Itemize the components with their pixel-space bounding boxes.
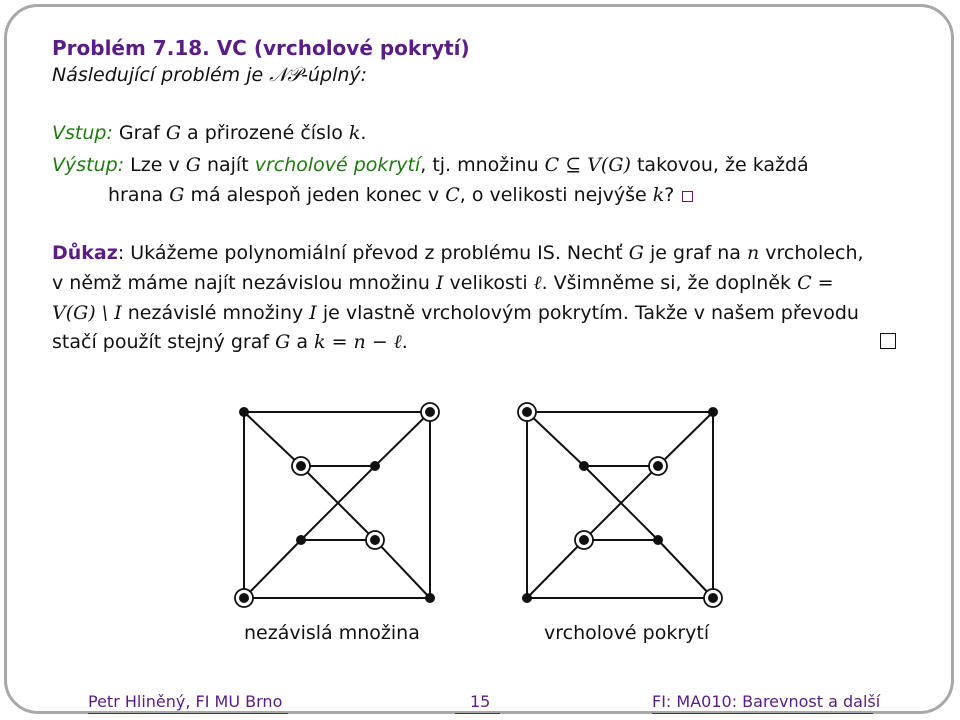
proof-text-4a: stačí použít stejný graf xyxy=(52,331,276,353)
graph-vertex xyxy=(239,593,249,603)
output-text-2: najít xyxy=(200,154,255,176)
right-figure-caption: vrcholové pokrytí xyxy=(544,622,710,644)
graph-vertex xyxy=(370,535,380,545)
proof-complement-formula: V(G) \ I xyxy=(52,302,122,324)
input-graph-var: G xyxy=(165,122,181,144)
proof-k-formula: k = n − ℓ xyxy=(314,331,402,353)
proof-graph-var: G xyxy=(628,242,644,264)
output-text-3: , tj. množinu xyxy=(420,154,545,176)
footer-author: Petr Hliněný, FI MU Brno xyxy=(88,692,283,711)
graph-edge xyxy=(658,540,713,598)
graph-vertex xyxy=(708,407,718,417)
proof-text-4c: . xyxy=(401,331,408,353)
input-text-1: Graf xyxy=(118,122,166,144)
input-k-var: k xyxy=(348,122,361,144)
input-text-3: . xyxy=(360,122,367,144)
footer-page-number: 15 xyxy=(470,692,491,711)
footer-page-underline xyxy=(455,713,500,714)
output-graph-var: G xyxy=(185,154,201,176)
output-text-7: , o velikosti nejvýše xyxy=(459,184,653,206)
np-symbol: 𝒩𝒫 xyxy=(269,64,302,86)
output-text-8: ? xyxy=(664,184,675,206)
graph-vertex xyxy=(522,593,532,603)
output-text-1: Lze v xyxy=(130,154,186,176)
graph-vertex xyxy=(239,407,249,417)
graph-edge xyxy=(244,540,301,598)
problem-title: Problém 7.18. VC (vrcholové pokrytí) xyxy=(52,36,470,60)
graph-vertex xyxy=(425,593,435,603)
proof-text-4b: a xyxy=(290,331,315,353)
proof-graph-var-2: G xyxy=(275,331,291,353)
proof-text-1b: je graf na xyxy=(643,242,747,264)
proof-text-1a: : Ukážeme polynomiální převod z problému IS. Nechť xyxy=(117,242,629,264)
proof-n-var: n xyxy=(746,242,760,264)
proof-i-var-2: I xyxy=(309,302,317,324)
vertex-cover-term: vrcholové pokrytí xyxy=(254,154,421,176)
independent-set-graph xyxy=(235,403,439,607)
footer-course-underline xyxy=(652,713,873,714)
footer-author-underline xyxy=(88,713,288,714)
vertex-cover-graph xyxy=(518,403,722,607)
intro-text-b: -úplný: xyxy=(301,64,368,86)
graph-vertex xyxy=(296,535,306,545)
proof-text-3a: nezávislé množiny xyxy=(121,302,310,324)
left-figure-caption: nezávislá množina xyxy=(244,622,420,644)
input-label: Vstup: xyxy=(52,122,113,144)
graph-vertex xyxy=(653,535,663,545)
subset-formula: C ⊆ V(G) xyxy=(544,154,631,176)
graph-edge xyxy=(527,412,584,466)
graph-vertex xyxy=(708,593,718,603)
output-text-6: má alespoň jeden konec v xyxy=(184,184,446,206)
graph-vertex xyxy=(579,535,589,545)
proof-text-2a: v němž máme najít nezávislou množinu xyxy=(52,272,436,294)
graph-vertex xyxy=(296,461,306,471)
graph-edge xyxy=(375,412,430,466)
output-graph-var-2: G xyxy=(169,184,185,206)
proof-text-2b: velikosti xyxy=(443,272,534,294)
graph-vertex xyxy=(522,407,532,417)
graph-edge xyxy=(527,540,584,598)
intro-text-a: Následující problém je xyxy=(52,64,270,86)
graph-vertex xyxy=(653,461,663,471)
footer-course: FI: MA010: Barevnost a další xyxy=(652,692,881,711)
proof-ell-var: ℓ xyxy=(533,272,542,294)
proof-i-var: I xyxy=(435,272,444,294)
proof-text-1c: vrcholech, xyxy=(759,242,864,264)
proof-label: Důkaz xyxy=(52,242,118,264)
proof-text-3b: je vlastně vrcholovým pokrytím. Takže v našem převodu xyxy=(316,302,859,324)
output-c-var: C xyxy=(445,184,460,206)
graph-vertex xyxy=(370,461,380,471)
graph-edge xyxy=(244,412,301,466)
graph-edge xyxy=(375,540,430,598)
graph-vertex xyxy=(425,407,435,417)
proof-c-formula: C = xyxy=(797,272,834,294)
output-text-5: hrana xyxy=(108,184,170,206)
proof-text-2c: . Všimněme si, že doplněk xyxy=(541,272,798,294)
output-text-4: takovou, že každá xyxy=(630,154,809,176)
graph-edge xyxy=(658,412,713,466)
output-label: Výstup: xyxy=(52,154,125,176)
output-k-var: k xyxy=(652,184,665,206)
graph-vertex xyxy=(579,461,589,471)
input-text-2: a přirozené číslo xyxy=(181,122,349,144)
